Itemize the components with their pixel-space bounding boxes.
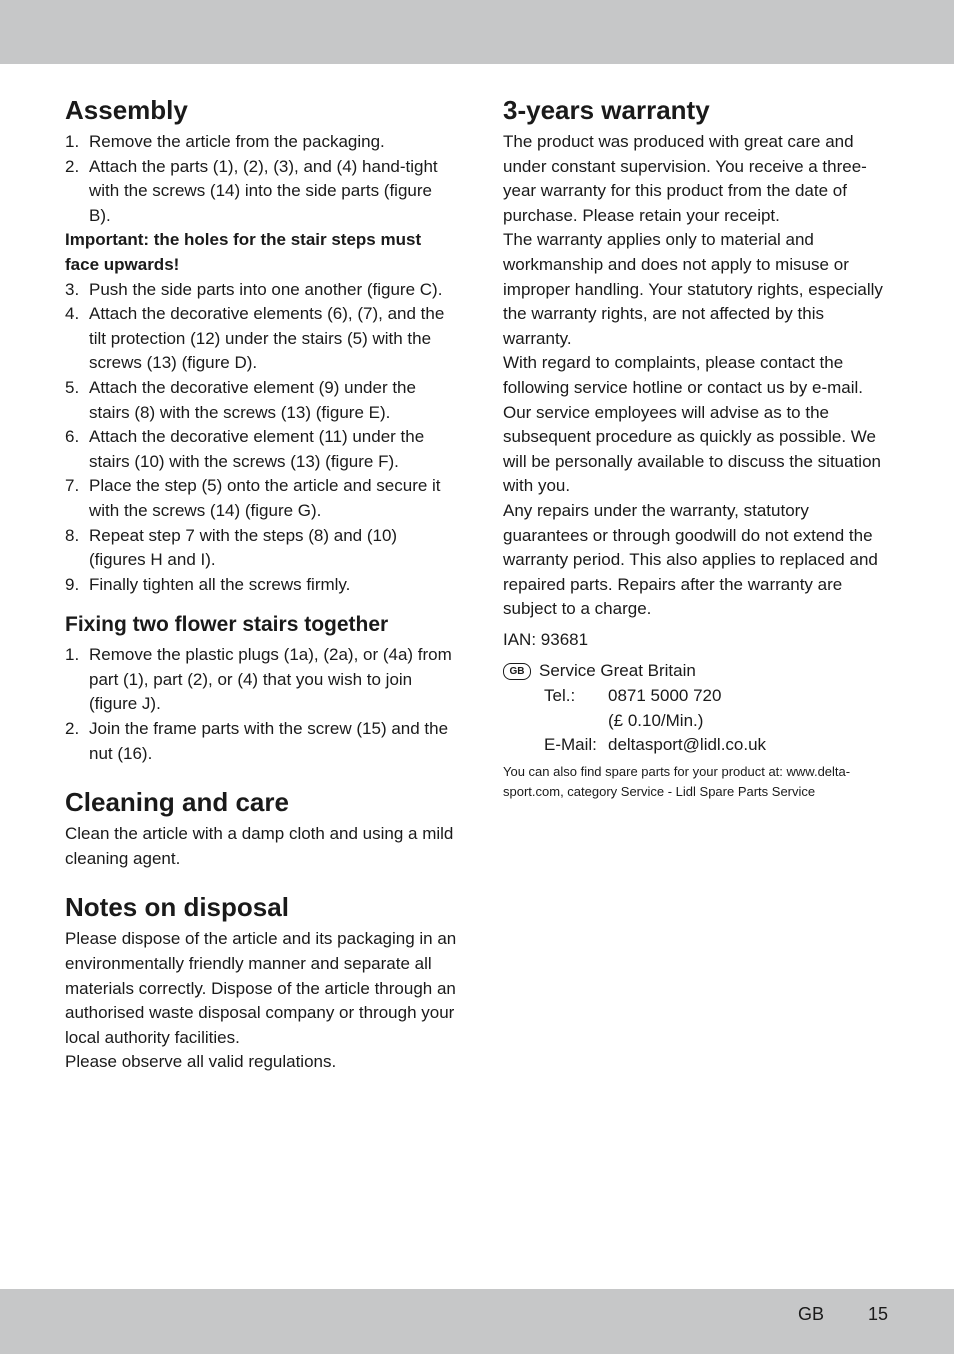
list-item: 7. Place the step (5) onto the article and secure it with the screws (14) (figure G). xyxy=(65,476,441,520)
disposal-text: Please dispose of the article and its packaging in an environmentally friendly manner and separate all materials correctly. Dispose of the article through an authorised waste disposal company or through your local authority facilities. xyxy=(65,929,457,1047)
service-name: Service Great Britain xyxy=(539,661,696,681)
disposal-heading: Notes on disposal xyxy=(65,892,289,923)
footer-language: GB xyxy=(798,1304,825,1324)
email-row xyxy=(544,733,895,758)
right-column xyxy=(503,94,895,802)
disposal-regulations-text: Please observe all valid regulations. xyxy=(65,1052,337,1072)
fixing-heading: Fixing two flower stairs together xyxy=(65,613,389,637)
assembly-steps-list-continued xyxy=(65,278,457,598)
country-badge-icon: GB xyxy=(503,663,531,680)
tel-value[interactable]: 0871 5000 720 xyxy=(608,686,722,706)
list-item: 8. Repeat step 7 with the steps (8) and (10) (figures H and I). xyxy=(65,525,398,570)
tel-rate: (£ 0.10/Min.) xyxy=(608,710,704,730)
left-column xyxy=(65,94,457,1075)
list-item: 9. Finally tighten all the screws firmly. xyxy=(65,574,351,594)
list-item: 1. Remove the plastic plugs (1a), (2a), or (4a) from part (1), part (2), or (4) that you wish to join (figure J). xyxy=(65,645,452,714)
list-item: 6. Attach the decorative element (11) under the stairs (10) with the screws (13) (figure F). xyxy=(65,427,425,471)
cleaning-text: Clean the article with a damp cloth and using a mild cleaning agent. xyxy=(65,824,454,868)
list-item: 5. Attach the decorative element (9) under the stairs (8) with the screws (13) (figure E). xyxy=(65,377,416,422)
important-note: Important: the holes for the stair steps must face upwards! xyxy=(65,230,422,274)
tel-row xyxy=(544,684,895,709)
tel-rate-row xyxy=(544,709,895,734)
warranty-paragraph-4: Any repairs under the warranty, statutory guarantees or through goodwill do not extend the warranty period. This also applies to replaced and repaired parts. Repairs after the warranty are subject to a charge. xyxy=(503,500,878,619)
warranty-paragraph-2: The warranty applies only to material and workmanship and does not apply to misuse or improper handling. Your statutory rights, especially the warranty rights, are not affected by this warranty. xyxy=(503,230,883,348)
page-number: 15 xyxy=(868,1304,889,1324)
list-item: 2. Attach the parts (1), (2), (3), and (4) hand-tight with the screws (14) into the side parts (figure B). xyxy=(65,156,438,225)
list-item: 3. Push the side parts into one another (figure C). xyxy=(65,279,443,299)
tel-label: Tel.: xyxy=(544,686,576,706)
warranty-paragraph-1: The product was produced with great care and under constant supervision. You receive a three-year warranty for this product from the date of purchase. Please retain your receipt. xyxy=(503,132,867,225)
contact-details xyxy=(544,684,895,758)
list-item: 1. Remove the article from the packaging. xyxy=(65,132,385,151)
assembly-heading: Assembly xyxy=(65,95,188,125)
list-item: 4. Attach the decorative elements (6), (7), and the tilt protection (12) under the stairs (5) with the screws (13) (figure D). xyxy=(65,304,445,373)
warranty-heading: 3-years warranty xyxy=(503,95,710,125)
header-band xyxy=(0,0,954,64)
spare-parts-note: You can also find spare parts for your product at: www.delta-sport.com, category Service - Lidl Spare Parts Service xyxy=(503,763,851,799)
email-link[interactable]: deltasport@lidl.co.uk xyxy=(608,735,767,755)
ian-number: IAN: 93681 xyxy=(503,629,589,649)
list-item: 2. Join the frame parts with the screw (15) and the nut (16). xyxy=(65,719,449,763)
service-block xyxy=(503,659,895,684)
assembly-steps-list xyxy=(65,130,457,228)
warranty-paragraph-3: With regard to complaints, please contact the following service hotline or contact us by e-mail. Our service employees will advise as to the subsequent procedure as quickly as possible. We will be personally available to discuss the situation with you. xyxy=(503,353,881,496)
fixing-steps-list xyxy=(65,643,457,766)
email-label: E-Mail: xyxy=(544,735,597,755)
cleaning-heading: Cleaning and care xyxy=(65,787,289,818)
